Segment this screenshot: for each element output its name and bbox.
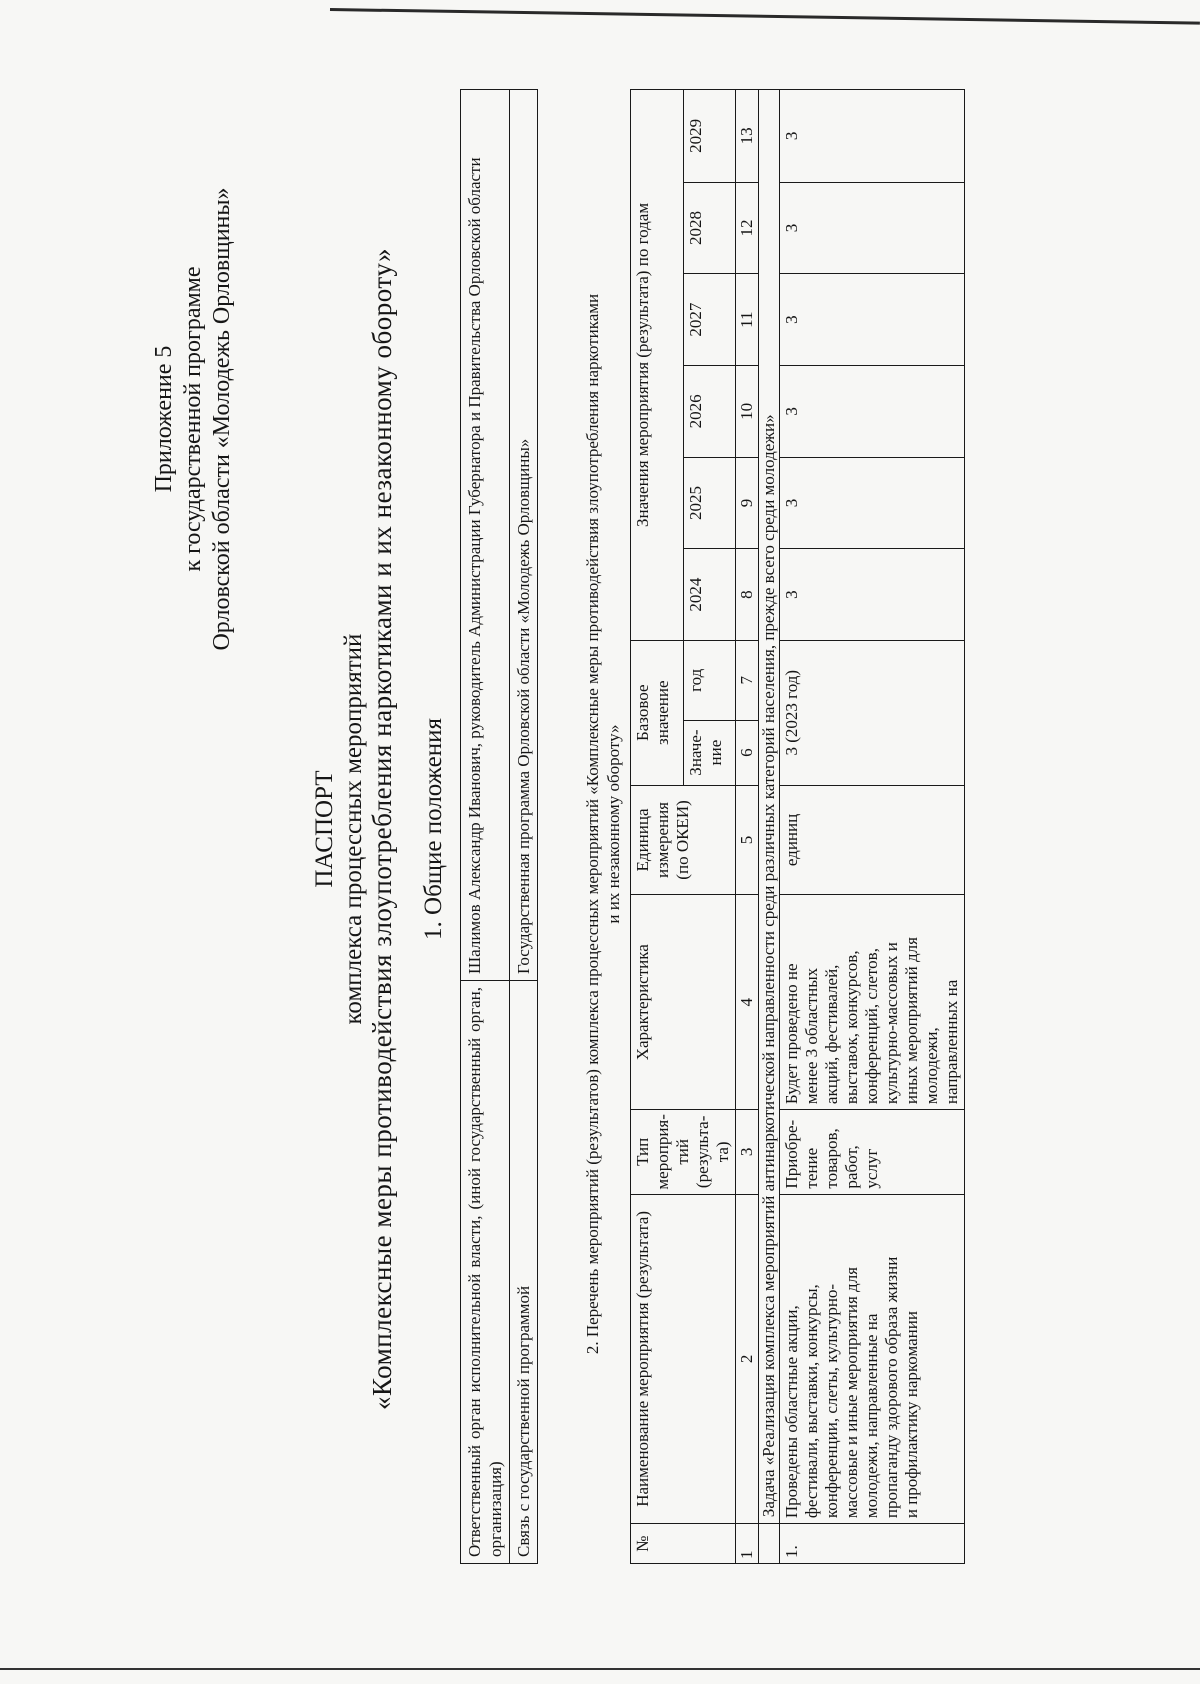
- activity-characteristic-line: молодежи,: [922, 1027, 941, 1105]
- column-number: 11: [736, 274, 759, 366]
- activity-characteristic-line: направленных на: [942, 979, 961, 1105]
- activity-characteristic-line: менее 3 областных: [802, 967, 821, 1105]
- header-base-line: Базовое: [633, 684, 652, 742]
- column-number: 4: [736, 895, 759, 1110]
- header-characteristic: Характеристика: [631, 895, 736, 1110]
- passport-title: ПАСПОРТ: [311, 770, 338, 888]
- appendix-line-2: к государственной программе: [180, 266, 206, 572]
- program-link-label: Связь с государственной программой: [510, 981, 538, 1564]
- header-type-line: мероприя-: [653, 1114, 672, 1190]
- header-unit-line: Единица: [633, 808, 652, 872]
- activity-characteristic-line: культурно-массовых и: [882, 942, 901, 1105]
- activity-characteristic-line: акций, фестивалей,: [822, 964, 841, 1105]
- column-number: 7: [736, 640, 759, 720]
- header-year: 2029: [683, 90, 736, 183]
- activity-type-line: тение: [802, 1147, 821, 1189]
- header-unit-line: (по ОКЕИ): [673, 800, 692, 880]
- section-1-heading: 1. Общие положения: [420, 718, 447, 940]
- header-base-value: [683, 720, 736, 785]
- activity-year-value: 3: [780, 549, 965, 641]
- table-row: [461, 90, 510, 1564]
- activity-name-line: пропаганду здорового образа жизни: [882, 1256, 901, 1519]
- activity-type-line: товаров,: [822, 1128, 841, 1189]
- header-name: Наименование мероприятия (результата): [631, 1194, 736, 1524]
- column-number: 10: [736, 365, 759, 457]
- header-type: [631, 1110, 736, 1194]
- responsible-body-label: Ответственный орган исполнительной власти, (иной государственный орган, организация): [461, 981, 510, 1564]
- column-number: 2: [736, 1194, 759, 1524]
- activity-name-line: и профилактику наркомании: [902, 1311, 921, 1519]
- header-base-value-line: Значе-: [685, 729, 705, 776]
- activity-name-line: фестивали, выставки, конкурсы,: [802, 1284, 821, 1519]
- header-type-line: Тип: [633, 1137, 652, 1166]
- header-unit: [631, 785, 736, 895]
- activity-year-value: 3: [780, 274, 965, 366]
- header-values-by-year: Значения мероприятия (результата) по годам: [631, 90, 684, 641]
- activity-name-line: молодежи, направленные на: [862, 1313, 881, 1519]
- activity-name: [780, 1194, 965, 1524]
- activity-year-value: 3: [780, 90, 965, 183]
- column-number: 8: [736, 549, 759, 641]
- passport-subtitle: комплекса процессных мероприятий: [340, 633, 367, 1025]
- activity-year-value: 3: [780, 457, 965, 549]
- general-provisions-table: [460, 89, 538, 1564]
- header-year: 2028: [683, 182, 736, 274]
- activity-year-value: 3: [780, 182, 965, 274]
- header-type-line: та): [713, 1141, 732, 1163]
- appendix-line-3: Орловской области «Молодежь Орловщины»: [209, 187, 235, 651]
- header-base-year: год: [683, 640, 736, 720]
- activity-type-line: услуг: [862, 1148, 881, 1189]
- table-row: [780, 90, 965, 1564]
- activity-characteristic-line: выставок, конкурсов,: [842, 950, 861, 1105]
- header-base: [631, 640, 684, 785]
- section-2-heading-line-2: и их незаконному обороту»: [604, 724, 623, 924]
- header-type-line: (результа-: [693, 1115, 712, 1189]
- header-year: 2025: [683, 457, 736, 549]
- header-type-line: тий: [673, 1139, 692, 1165]
- section-2-heading: [582, 94, 624, 1554]
- column-number: 3: [736, 1110, 759, 1194]
- passport-title-block: [310, 104, 397, 1554]
- task-row: [759, 90, 780, 1564]
- column-number: 12: [736, 182, 759, 274]
- column-number: 1: [736, 1524, 759, 1564]
- column-numbers-row: [736, 90, 759, 1564]
- activity-name-line: Проведены областные акции,: [782, 1305, 801, 1519]
- column-number: 9: [736, 457, 759, 549]
- appendix-line-1: Приложение 5: [151, 345, 177, 493]
- activity-characteristic-line: конференций, слетов,: [862, 948, 881, 1105]
- responsible-body-value: Шалимов Александр Иванович, руководитель Администрации Губернатора и Правительства Орловской области: [461, 90, 510, 981]
- task-spacer: [759, 1524, 780, 1564]
- activity-type-line: Приобре-: [782, 1119, 801, 1189]
- header-unit-line: измерения: [653, 802, 672, 878]
- column-number: 5: [736, 785, 759, 895]
- column-number: 13: [736, 90, 759, 183]
- appendix-header: [150, 94, 237, 744]
- activity-name-line: конференции, слеты, культурно-: [822, 1283, 841, 1519]
- column-number: 6: [736, 720, 759, 785]
- activity-unit: единиц: [780, 785, 965, 895]
- activity-characteristic: [780, 895, 965, 1110]
- program-link-value: Государственная программа Орловской области «Молодежь Орловщины»: [510, 90, 538, 981]
- passport-program-name: «Комплексные меры противодействия злоупотребления наркотиками и их незаконному обороту»: [367, 247, 397, 1411]
- activity-characteristic-line: Будет проведено не: [782, 963, 801, 1105]
- section-2-heading-line-1: 2. Перечень мероприятий (результатов) комплекса процессных мероприятий «Комплексные меры противодействия злоупотребления наркотиками: [583, 293, 602, 1355]
- activity-base-value: 3 (2023 год): [780, 640, 965, 785]
- activities-table: [630, 89, 965, 1564]
- header-no: №: [631, 1524, 736, 1564]
- task-text: Задача «Реализация комплекса мероприятий антинаркотической направленности среди различных категорий населения, прежде всего среди молодежи»: [759, 90, 780, 1524]
- header-year: 2024: [683, 549, 736, 641]
- header-base-value-line: ние: [705, 739, 725, 766]
- activity-type: [780, 1110, 965, 1194]
- activity-name-line: массовые и иные мероприятия для: [842, 1267, 861, 1519]
- activity-type-line: работ,: [842, 1145, 861, 1189]
- row-number: 1.: [780, 1524, 965, 1564]
- header-base-line: значение: [653, 680, 672, 745]
- header-year: 2026: [683, 365, 736, 457]
- activity-year-value: 3: [780, 365, 965, 457]
- header-row: [631, 90, 684, 1564]
- table-row: [510, 90, 538, 1564]
- header-year: 2027: [683, 274, 736, 366]
- activity-characteristic-line: иных мероприятий для: [902, 937, 921, 1105]
